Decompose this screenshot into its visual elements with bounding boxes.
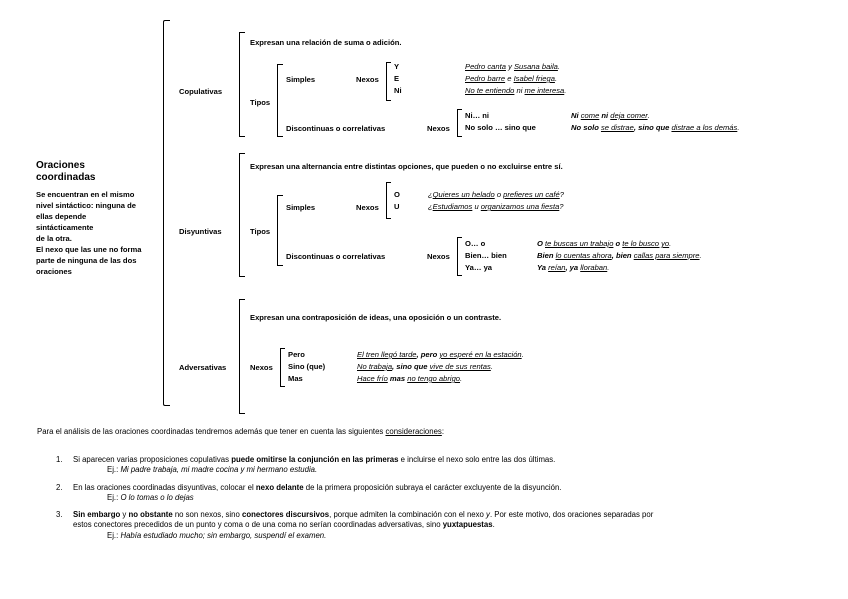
text-segment: y: [486, 510, 490, 519]
disyuntivas-disc-nexo: O… o: [465, 239, 486, 248]
disyuntivas-nexo: U: [394, 202, 400, 211]
text-segment: Bien: [537, 251, 556, 260]
copulativas-tipos: Tipos: [250, 98, 271, 107]
adversativas-nexos: Nexos: [250, 363, 273, 372]
disyuntivas-disc-example: [537, 239, 671, 248]
disyuntivas-disc-nexos: Nexos: [427, 252, 450, 261]
disyuntivas-tipos: Tipos: [250, 227, 271, 236]
adversativas-example: [357, 362, 493, 371]
text-segment: , ya: [565, 263, 581, 272]
note-example: [107, 531, 326, 541]
text-segment: y: [120, 510, 129, 519]
text-segment: No trabaja: [357, 362, 393, 371]
note-number: 1.: [56, 455, 63, 464]
text-segment: No te entiendo: [465, 86, 515, 95]
text-segment: , sino que: [633, 123, 672, 132]
notes-intro-link: consideraciones: [385, 427, 442, 436]
note-example: [107, 465, 317, 475]
note-example-label: Ej.:: [107, 493, 121, 502]
text-segment: El tren llegó tarde: [357, 350, 417, 359]
copulativas-brace: [239, 32, 245, 137]
text-segment: .: [492, 520, 495, 529]
copulativas-nexos-brace: [386, 62, 391, 101]
main-description-line: ellas depende: [36, 212, 87, 221]
main-description-line: El nexo que las une no forma: [36, 245, 142, 254]
text-segment: , bien: [611, 251, 634, 260]
text-segment: estos conectores precedidos de un punto y coma o de una coma no serían coordinadas adversativas, sino: [73, 520, 443, 529]
text-segment: Ya: [537, 263, 549, 272]
adversativas-nexo: Sino (que): [288, 362, 326, 371]
text-segment: ?: [559, 202, 564, 211]
text-segment: conectores discursivos: [242, 510, 330, 519]
disyuntivas-definition: Expresan una alternancia entre distintas opciones, que pueden o no excluirse entre sí.: [250, 162, 563, 171]
disyuntivas-nexos: Nexos: [356, 203, 379, 212]
disyuntivas-discontinuas: Discontinuas o correlativas: [286, 252, 386, 261]
text-segment: Estudiamos: [432, 202, 473, 211]
main-title: Oraciones coordinadas: [36, 160, 96, 183]
main-description-line: parte de ninguna de las dos: [36, 256, 137, 265]
disyuntivas-brace: [239, 153, 245, 277]
copulativas-disc-nexo: No solo … sino que: [465, 123, 536, 132]
text-segment: ni: [514, 86, 525, 95]
copulativas-disc-example: [571, 111, 650, 120]
text-segment: no obstante: [128, 510, 173, 519]
text-segment: ni: [599, 111, 611, 120]
disyuntivas-disc-nexo: Bien… bien: [465, 251, 507, 260]
adversativas-label: Adversativas: [179, 363, 227, 372]
disyuntivas-disc-brace: [457, 237, 462, 276]
note-example-label: Ej.:: [107, 531, 121, 540]
copulativas-tipos-brace: [277, 64, 283, 137]
text-segment: En las oraciones coordinadas disyuntivas, colocar el: [73, 483, 256, 492]
notes-intro: [37, 427, 444, 437]
text-segment: me interesa: [524, 86, 565, 95]
main-description: [36, 189, 142, 277]
text-segment: de la primera proposición subraya el carácter excluyente de la disyunción.: [303, 483, 562, 492]
note-example-text: Había estudiado mucho; sin embargo, suspendí el examen.: [120, 531, 327, 540]
text-segment: te lo busco yo: [622, 239, 670, 248]
text-segment: ?: [559, 190, 564, 199]
main-description-line: oraciones: [36, 267, 72, 276]
text-segment: .: [554, 74, 558, 83]
main-description-line: nivel sintáctico: ninguna de: [36, 201, 136, 210]
adversativas-example: [357, 350, 524, 359]
disyuntivas-tipos-brace: [277, 195, 283, 266]
note-text: [73, 483, 561, 493]
copulativas-nexo: Ni: [394, 86, 402, 95]
text-segment: Pedro barre: [465, 74, 506, 83]
copulativas-example: [465, 74, 557, 83]
text-segment: , porque admiten la combinación con el nexo: [329, 510, 487, 519]
text-segment: reían: [548, 263, 566, 272]
text-segment: organizamos una fiesta: [480, 202, 560, 211]
disyuntivas-nexos-brace: [386, 182, 391, 219]
disyuntivas-example: [428, 202, 564, 211]
text-segment: Quieres un helado: [432, 190, 495, 199]
text-segment: Si aparecen varias proposiciones copulativas: [73, 455, 232, 464]
text-segment: . Por este motivo, dos oraciones separadas por: [489, 510, 654, 519]
disyuntivas-example: [428, 190, 564, 199]
text-segment: lo cuentas ahora: [555, 251, 612, 260]
text-segment: Ni: [571, 111, 581, 120]
adversativas-nexos-brace: [280, 348, 285, 387]
text-segment: u: [472, 202, 481, 211]
copulativas-disc-nexo: Ni… ni: [465, 111, 490, 120]
copulativas-disc-brace: [457, 109, 462, 137]
text-segment: yo esperé en la estación: [439, 350, 522, 359]
text-segment: yuxtapuestas: [442, 520, 493, 529]
text-segment: ¿: [428, 202, 433, 211]
copulativas-disc-nexos: Nexos: [427, 124, 450, 133]
copulativas-simples: Simples: [286, 75, 316, 84]
text-segment: .: [490, 362, 493, 371]
text-segment: , sino que: [392, 362, 430, 371]
text-segment: ¿: [428, 190, 433, 199]
copulativas-definition: Expresan una relación de suma o adición.: [250, 38, 402, 47]
note-example-text: Mi padre trabaja, mi madre cocina y mi hermano estudia.: [120, 465, 318, 474]
text-segment: lloraban: [580, 263, 608, 272]
text-segment: O: [537, 239, 546, 248]
note-example-label: Ej.:: [107, 465, 121, 474]
text-segment: .: [699, 251, 702, 260]
text-segment: deja comer: [610, 111, 648, 120]
copulativas-nexo: E: [394, 74, 400, 83]
text-segment: .: [557, 62, 561, 71]
disyuntivas-disc-nexo: Ya… ya: [465, 263, 493, 272]
text-segment: e: [505, 74, 514, 83]
text-segment: callas para siempre: [633, 251, 700, 260]
text-segment: puede omitirse la conjunción en las primeras: [231, 455, 399, 464]
text-segment: vive de sus rentas: [429, 362, 491, 371]
text-segment: se distrae: [600, 123, 634, 132]
adversativas-nexo: Mas: [288, 374, 303, 383]
text-segment: .: [647, 111, 650, 120]
text-segment: no son nexos, sino: [172, 510, 243, 519]
text-segment: y: [505, 62, 514, 71]
copulativas-nexos: Nexos: [356, 75, 379, 84]
text-segment: Hace frío: [357, 374, 388, 383]
notes-intro-text: Para el análisis de las oraciones coordinadas tendremos además que tener en cuenta las siguientes: [37, 427, 386, 436]
text-segment: Pedro canta: [465, 62, 506, 71]
text-segment: te buscas un trabajo: [545, 239, 614, 248]
adversativas-brace: [239, 299, 245, 414]
text-segment: Susana baila: [513, 62, 558, 71]
copulativas-disc-example: [571, 123, 739, 132]
text-segment: prefieres un café: [503, 190, 560, 199]
text-segment: mas: [387, 374, 408, 383]
adversativas-definition: Expresan una contraposición de ideas, una oposición o un contraste.: [250, 313, 502, 322]
text-segment: , pero: [416, 350, 440, 359]
copulativas-example: [465, 62, 560, 71]
note-example: [107, 493, 194, 503]
text-segment: o: [613, 239, 623, 248]
text-segment: Isabel friega: [513, 74, 555, 83]
text-segment: .: [607, 263, 610, 272]
text-segment: .: [460, 374, 463, 383]
disyuntivas-label: Disyuntivas: [179, 227, 222, 236]
note-number: 2.: [56, 483, 63, 492]
text-segment: come: [580, 111, 600, 120]
disyuntivas-simples: Simples: [286, 203, 316, 212]
note-text-cont: [73, 520, 495, 530]
text-segment: distrae a los demás: [671, 123, 738, 132]
copulativas-label: Copulativas: [179, 87, 223, 96]
copulativas-nexo: Y: [394, 62, 400, 71]
text-segment: Sin embargo: [73, 510, 121, 519]
text-segment: .: [737, 123, 740, 132]
disyuntivas-disc-example: [537, 263, 609, 272]
notes-intro-end: :: [441, 427, 445, 436]
note-text: [73, 455, 555, 465]
main-description-line: Se encuentran en el mismo: [36, 190, 135, 199]
copulativas-discontinuas: Discontinuas o correlativas: [286, 124, 386, 133]
text-segment: .: [521, 350, 524, 359]
text-segment: .: [669, 239, 672, 248]
main-description-line: sintácticamente: [36, 223, 94, 232]
text-segment: No solo: [571, 123, 601, 132]
text-segment: .: [564, 86, 567, 95]
text-segment: o: [494, 190, 504, 199]
text-segment: no tengo abrigo: [407, 374, 461, 383]
disyuntivas-nexo: O: [394, 190, 400, 199]
adversativas-example: [357, 374, 462, 383]
copulativas-example: [465, 86, 566, 95]
note-example-text: O lo tomas o lo dejas: [120, 493, 194, 502]
adversativas-nexo: Pero: [288, 350, 305, 359]
disyuntivas-disc-example: [537, 251, 702, 260]
note-number: 3.: [56, 510, 63, 519]
main-brace: [163, 20, 170, 406]
text-segment: nexo delante: [255, 483, 304, 492]
main-title-line1: [36, 160, 136, 184]
note-text: [73, 510, 653, 520]
text-segment: e incluirse el nexo solo entre las dos últimas.: [398, 455, 556, 464]
main-description-line: de la otra.: [36, 234, 72, 243]
